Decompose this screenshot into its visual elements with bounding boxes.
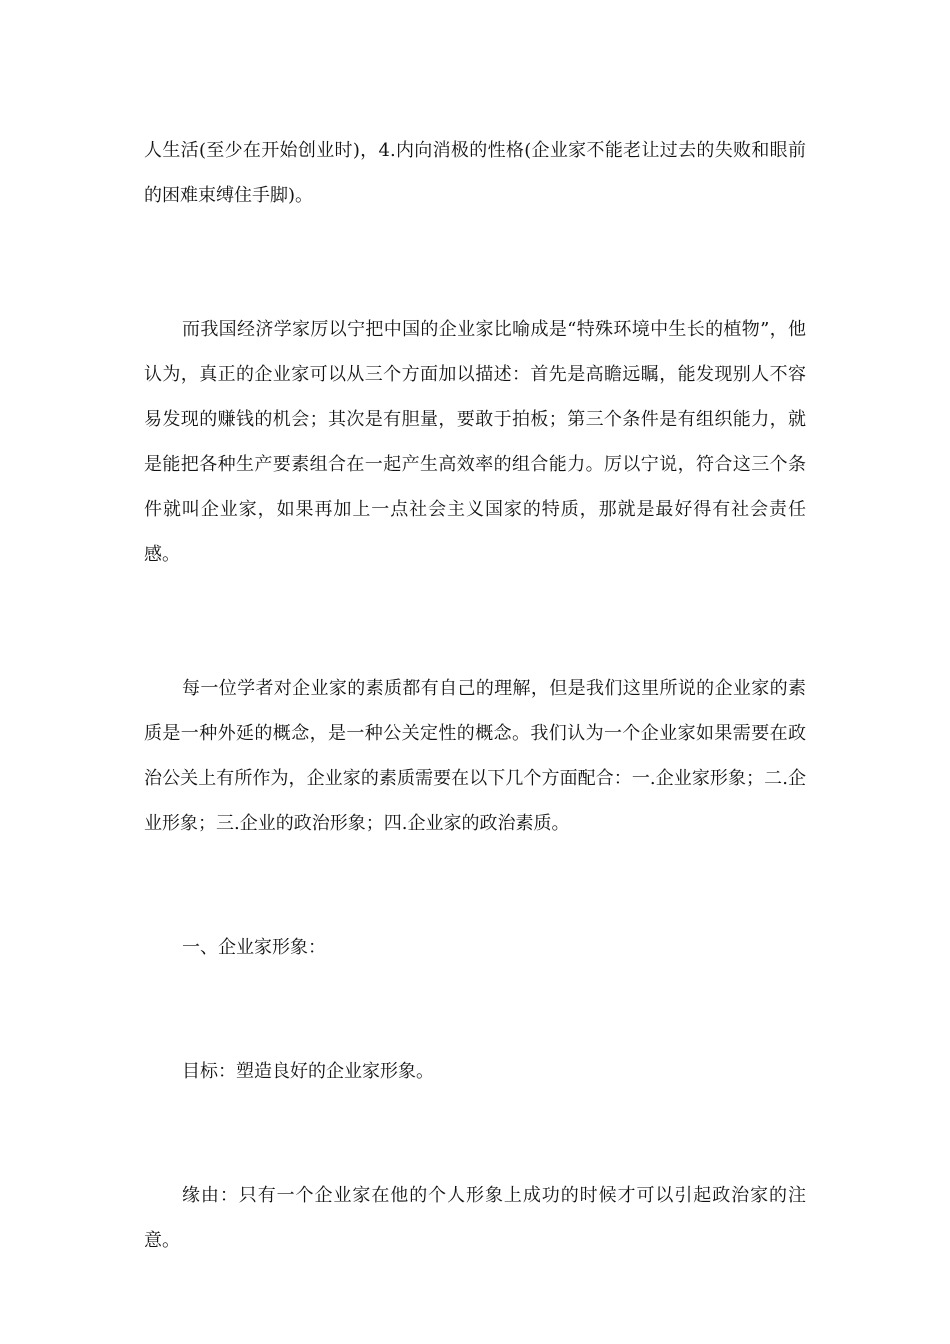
document-body	[144, 128, 806, 1263]
paragraph-spacer	[144, 1094, 806, 1173]
paragraph-li-yining: 而我国经济学家厉以宁把中国的企业家比喻成是“特殊环境中生长的植物”，他认为，真正的企业家可以从三个方面加以描述：首先是高瞻远瞩，能发现别人不容易发现的赚钱的机会；其次是有胆量，要敢于拍板；第三个条件是有组织能力，就是能把各种生产要素组合在一起产生高效率的组合能力。厉以宁说，符合这三个条件就叫企业家，如果再加上一点社会主义国家的特质，那就是最好得有社会责任感。	[144, 319, 806, 565]
paragraph-spacer	[144, 846, 806, 925]
paragraph-entrepreneur-qualities: 每一位学者对企业家的素质都有自己的理解，但是我们这里所说的企业家的素质是一种外延的概念，是一种公关定性的概念。我们认为一个企业家如果需要在政治公关上有所作为，企业家的素质需要在以下几个方面配合：一.企业家形象；二.企业形象；三.企业的政治形象；四.企业家的政治素质。	[144, 678, 806, 834]
paragraph-goal: 目标：塑造良好的企业家形象。	[182, 1061, 434, 1082]
section-heading: 一、企业家形象：	[182, 937, 326, 958]
paragraph-continuation: 人生活(至少在开始创业时)，4.内向消极的性格(企业家不能老让过去的失败和眼前的困难束缚住手脚)。	[144, 140, 806, 206]
paragraph-reason: 缘由：只有一个企业家在他的个人形象上成功的时候才可以引起政治家的注意。	[144, 1185, 806, 1251]
paragraph-spacer	[144, 218, 806, 307]
paragraph-spacer	[144, 970, 806, 1049]
paragraph-spacer	[144, 577, 806, 666]
